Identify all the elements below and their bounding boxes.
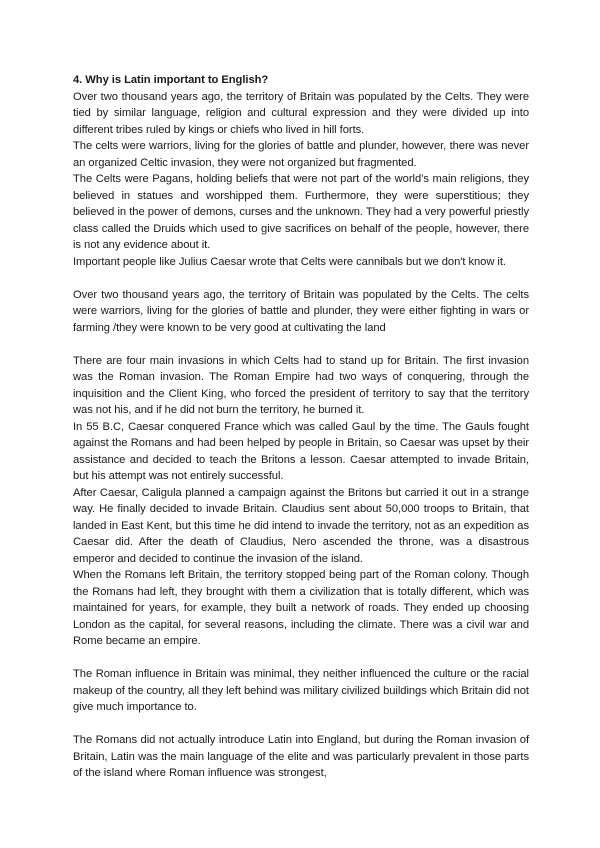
paragraph-2: The celts were warriors, living for the glories of battle and plunder, however, there was never an organized Celtic invasion, they were not organized but fragmented.	[73, 140, 529, 169]
paragraph-1: Over two thousand years ago, the territory of Britain was populated by the Celts. They were tied by similar language, religion and cultural expression and they were divided up into different tribes ruled by kings or chiefs who lived in hill forts.	[73, 90, 529, 136]
paragraph-8: After Caesar, Caligula planned a campaign against the Britons but carried it out in a strange way. He finally decided to invade Britain. Claudius sent about 50,000 troops to Britain, that landed in East Kent, but this time he did intend to invade the territory, not as an expedition as Caesar did. After the death of Claudius, Nero ascended the throne, was a disastrous emperor and decided to continue the invasion of the island.	[73, 486, 529, 565]
paragraph-10: The Roman influence in Britain was minimal, they neither influenced the culture or the racial makeup of the country, all they left behind was military civilized buildings which Britain did not give much importance to.	[73, 668, 529, 713]
paragraph-3: The Celts were Pagans, holding beliefs that were not part of the world’s main religions, they believed in statues and worshipped them. Furthermore, they were superstitious; they believed in the power of demons, curses and the unknown. They had a very powerful priestly class called the Druids which used to give sacrifices on behalf of the people, however, there is not any evidence about it.	[73, 173, 529, 251]
paragraph-9: When the Romans left Britain, the territory stopped being part of the Roman colony. Though the Romans had left, they brought with them a civilization that is totally different, which was maintained for years, for example, they built a network of roads. They ended up choosing London as the capital, for several reasons, including the climate. There was a civil war and Rome became an empire.	[73, 569, 529, 647]
paragraph-4: Important people like Julius Caesar wrote that Celts were cannibals but we don't know it.	[73, 255, 506, 268]
paragraph-5: Over two thousand years ago, the territory of Britain was populated by the Celts. The celts were warriors, living for the glories of battle and plunder, they were either fighting in wars or farming /they were known to be very good at cultivating the land	[73, 288, 529, 334]
paragraph-6: There are four main invasions in which Celts had to stand up for Britain. The first invasion was the Roman invasion. The Roman Empire had two ways of conquering, through the inquisition and the Client King, who forced the president of territory to say that the territory was not his, and if he did not burn the territory, he burned it.	[73, 354, 529, 416]
document-page	[73, 72, 529, 782]
section-heading: 4. Why is Latin important to English?	[73, 74, 269, 86]
paragraph-7: In 55 B.C, Caesar conquered France which was called Gaul by the time. The Gauls fought against the Romans and had been helped by people in Britain, so Caesar was upset by their assistance and decided to teach the Britons a lesson. Caesar attempted to invade Britain, but his attempt was not entirely successful.	[73, 420, 529, 482]
paragraph-11: The Romans did not actually introduce Latin into England, but during the Roman invasion of Britain, Latin was the main language of the elite and was particularly prevalent in those parts of the island where Roman influence was strongest,	[73, 734, 529, 779]
